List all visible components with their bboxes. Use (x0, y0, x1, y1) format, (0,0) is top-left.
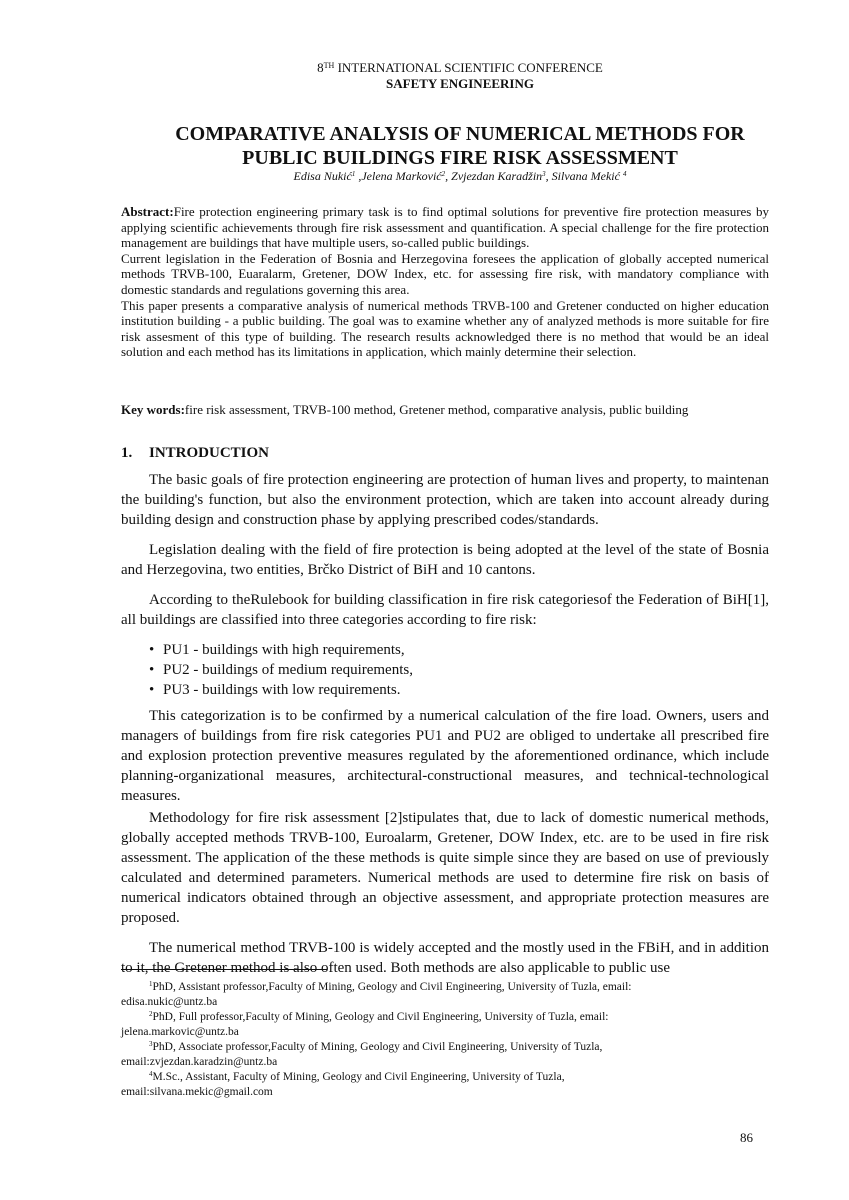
category-list (121, 640, 769, 700)
conference-header (0, 60, 849, 92)
author-separator: , (545, 169, 552, 183)
body-paragraph: The numerical method TRVB-100 is widely accepted and the mostly used in the FBiH, and in addition to it, the Gretener method is also often used. Both methods are also applicable to public use (121, 940, 769, 976)
footnote-email: jelena.markovic@untz.ba (121, 1026, 239, 1038)
bullet-icon: • (149, 642, 155, 658)
abstract-paragraph: Current legislation in the Federation of Bosnia and Herzegovina foresees the application of globally accepted numerical methods TRVB-100, Euaralarm, Gretener, DOW Index, etc. for assessing fire risk, with mandatory compliance with domestic standards and regulations governing this area. (121, 250, 769, 297)
section-heading (121, 444, 269, 462)
body-paragraph: The basic goals of fire protection engineering are protection of human lives and property, to maintenan the building's function, but also the environment protection, which are taken into account already during building design and construction phase by applying prescribed codes/standards. (121, 472, 769, 528)
body-paragraph: According to theRulebook for building classification in fire risk categoriesof the Federation of BiH[1], all buildings are classified into three categories according to fire risk: (121, 592, 769, 628)
bullet-icon: • (149, 682, 155, 698)
footnote-text: PhD, Associate professor,Faculty of Mining, Geology and Civil Engineering, University of Tuzla, (152, 1041, 603, 1053)
footnote-email: email:zvjezdan.karadzin@untz.ba (121, 1056, 278, 1068)
abstract-label: Abstract: (121, 204, 174, 219)
footnote-line (121, 1040, 769, 1055)
footnote-line (121, 980, 769, 995)
author-affiliation-mark: 3 (542, 170, 546, 178)
keywords-label: Key words: (121, 402, 185, 417)
footnote-line (121, 1010, 769, 1025)
list-item-text: PU3 - buildings with low requirements. (163, 682, 401, 698)
section-number: 1. (121, 445, 133, 461)
footnote-text: PhD, Full professor,Faculty of Mining, Geology and Civil Engineering, University of Tuzla, email: (152, 1011, 609, 1023)
list-item (149, 680, 769, 700)
footnote (121, 1070, 769, 1100)
footnote (121, 1010, 769, 1040)
author-name: Edisa Nukić (293, 169, 352, 183)
body-paragraph: This categorization is to be confirmed by a numerical calculation of the fire load. Owners, users and managers of buildings from fire risk categories PU1 and PU2 are obliged to undertake all prescribed fire and explosion protection preventive measures regulated by the aforementioned ordinance, which include planning-organizational measures, architectural-constructional measures, and technical-technological measures. (121, 708, 769, 804)
body-paragraph: Methodology for fire risk assessment [2]stipulates that, due to lack of domestic numerical methods, globally accepted methods TRVB-100, Euroalarm, Gretener, DOW Index, etc. are to be used in fire risk assessment. The application of the these methods is quite simple since they are based on use of previously calculated and determined parameters. Numerical methods are used to determine fire risk on basis of numerical indicators obtained through an objective assessment, and appropriate protection measures are proposed. (121, 810, 769, 926)
footnote-mark: 2 (149, 1010, 153, 1018)
footnote (121, 1040, 769, 1070)
bullet-icon: • (149, 662, 155, 678)
abstract-paragraph (121, 204, 769, 251)
keywords (121, 402, 769, 418)
paper-title-line-1: COMPARATIVE ANALYSIS OF NUMERICAL METHODS FOR (175, 123, 745, 145)
abstract-paragraph: This paper presents a comparative analysis of numerical methods TRVB-100 and Gretener conducted on higher education institution building - a public building. The goal was to examine whether any of analyzed methods is more suitable for fire risk assesment of this type of building. The research results acknowledged there is no method that would be an ideal solution and each method has its limitations in application, which mainly determine their selection. (121, 297, 769, 360)
footnote-line (121, 1070, 769, 1085)
footnote-text: PhD, Assistant professor,Faculty of Mining, Geology and Civil Engineering, University of Tuzla, email: (152, 981, 632, 993)
footnote-mark: 4 (149, 1070, 153, 1078)
author-separator: , (445, 169, 452, 183)
author-name: Jelena Marković (361, 169, 442, 183)
abstract (121, 204, 769, 360)
author-affiliation-mark: 4 (622, 170, 627, 178)
body-text (121, 470, 769, 988)
list-item (149, 640, 769, 660)
footnote-divider (121, 969, 327, 970)
list-item-text: PU2 - buildings of medium requirements, (163, 662, 413, 678)
author-name: Silvana Mekić (551, 169, 623, 183)
abstract-text: Fire protection engineering primary task is to find optimal solutions for preventive fire protection measures by applying scientific achievements through fire risk assessment and quantification. A special challenge for the fire protection management are buildings that have multiple users, so-called public buildings. (121, 204, 769, 251)
footnote-mark: 3 (149, 1040, 153, 1048)
author-name: Zvjezdan Karadžin (451, 169, 543, 183)
keywords-text: fire risk assessment, TRVB-100 method, Gretener method, comparative analysis, public building (184, 402, 689, 417)
paper-title-line-2: PUBLIC BUILDINGS FIRE RISK ASSESSMENT (242, 147, 678, 169)
author-affiliation-mark: 2 (441, 170, 446, 178)
footnote-mark: 1 (149, 980, 153, 988)
body-paragraph: Legislation dealing with the field of fire protection is being adopted at the level of the state of Bosnia and Herzegovina, two entities, Brčko District of BiH and 10 cantons. (121, 542, 769, 578)
list-item (149, 660, 769, 680)
author-separator: , (355, 169, 362, 183)
conference-name: 8TH INTERNATIONAL SCIENTIFIC CONFERENCE (317, 60, 603, 75)
footnote-text: M.Sc., Assistant, Faculty of Mining, Geology and Civil Engineering, University of Tuzla, (152, 1071, 565, 1083)
footnote-email: email:silvana.mekic@gmail.com (121, 1086, 273, 1098)
section-title: INTRODUCTION (149, 445, 270, 461)
footnote (121, 980, 769, 1010)
footnote-email: edisa.nukic@untz.ba (121, 996, 218, 1008)
conference-subtitle: SAFETY ENGINEERING (386, 76, 534, 91)
page-number: 86 (740, 1130, 753, 1145)
author-list (0, 169, 849, 184)
paper-title (0, 122, 849, 170)
footnotes (121, 980, 769, 1100)
list-item-text: PU1 - buildings with high requirements, (163, 642, 405, 658)
author-affiliation-mark: 1 (351, 170, 356, 178)
